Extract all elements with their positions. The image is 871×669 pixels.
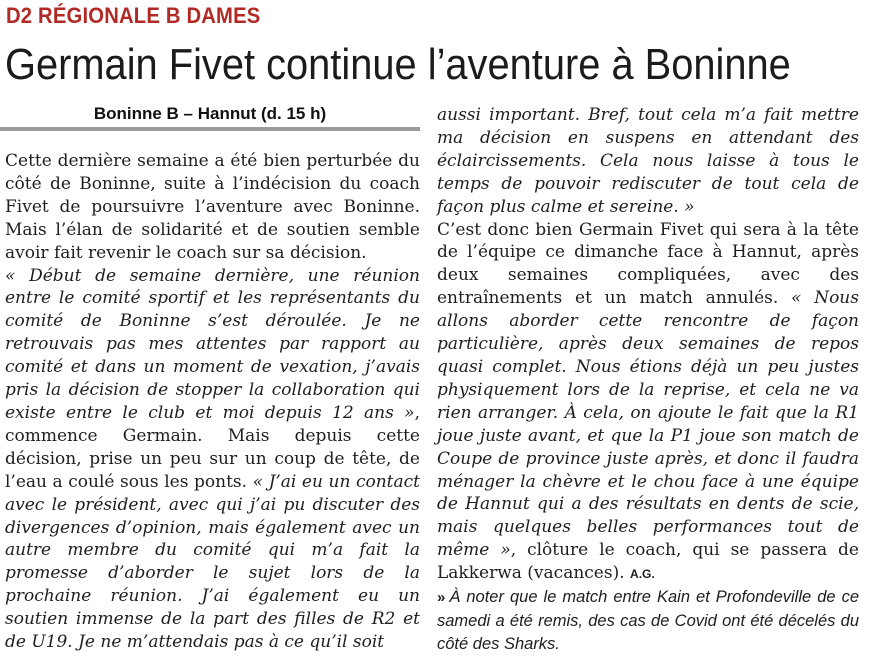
note-arrow-icon: »	[437, 589, 446, 607]
closing-text: , clôture le coach, qui se passera de Lakkerwa (vacances).	[437, 540, 859, 584]
footnote	[437, 586, 859, 656]
author-signature: A.G.	[630, 567, 655, 582]
quote-text: « Début de semaine dernière, une réunion entre le comité sportif et les représentants du comité de Boninne s’est déroulée. Je ne retrouvais pas mes attentes par rapport au comité et dans un moment de vexation, j’avais pris la décision de stopper la collaboration qui existe entre le club et moi depuis 12 ans »	[5, 265, 420, 423]
body-paragraph-2	[437, 219, 859, 587]
match-info: Boninne B – Hannut (d. 15 h)	[93, 104, 327, 123]
section-rubric: D2 RÉGIONALE B DAMES	[6, 3, 261, 28]
quote-text-2: « J’ai eu un contact avec le président, avec qui j’ai pu discuter des divergences d’opinion, mais également avec un autre membre du comité qui m’a fait la promesse d’aborder le sujet lors de la prochaine réunion. J’ai également eu un soutien immense de la part des filles de R2 et de U19. Je ne m’attendais pas à ce qu’il soit	[5, 471, 420, 653]
match-info-rule	[0, 127, 420, 131]
attribution-text: , commence Germain. Mais depuis cette décision, prise un peu sur un coup de tête, de l’eau a coulé sous les ponts.	[5, 402, 420, 492]
footnote-text: À noter que le match entre Kain et Profondeville de ce samedi a été remis, des cas de Covid ont été décelés du côté des Sharks.	[437, 588, 859, 653]
body-text: C’est donc bien Germain Fivet qui sera à la tête de l’équipe ce dimanche face à Hannut, après deux semaines compliquées, avec des entraînements et un match annulés.	[437, 219, 859, 309]
quote-paragraph-1	[5, 265, 420, 654]
article-headline: Germain Fivet continue l’aventure à Boninne	[5, 40, 791, 89]
left-column	[5, 150, 420, 654]
intro-paragraph: Cette dernière semaine a été bien perturbée du côté de Boninne, suite à l’indécision du coach Fivet de poursuivre l’aventure avec Boninne. Mais l’élan de solidarité et de soutien semble avoir fait revenir le coach sur sa décision.	[5, 151, 420, 263]
coach-quote: « Nous allons aborder cette rencontre de façon particulière, après deux semaines de repos quasi complet. Nous étions déjà un peu justes physiquement lors de la reprise, et cela ne va rien arranger. À cela, on ajoute le fait que la R1 joue juste avant, et que la P1 joue son match de Coupe de province juste après, et donc il faudra ménager la chèvre et le chou face à une équipe de Hannut qui a des résultats en dents de scie, mais quelques belles performances tout de même »	[437, 288, 859, 561]
quote-continuation: aussi important. Bref, tout cela m’a fait mettre ma décision en suspens en attendant des éclaircissements. Cela nous laisse à tous le temps de pouvoir rediscuter de tout cela de façon plus calme et sereine. »	[437, 105, 859, 217]
right-column	[437, 104, 859, 656]
